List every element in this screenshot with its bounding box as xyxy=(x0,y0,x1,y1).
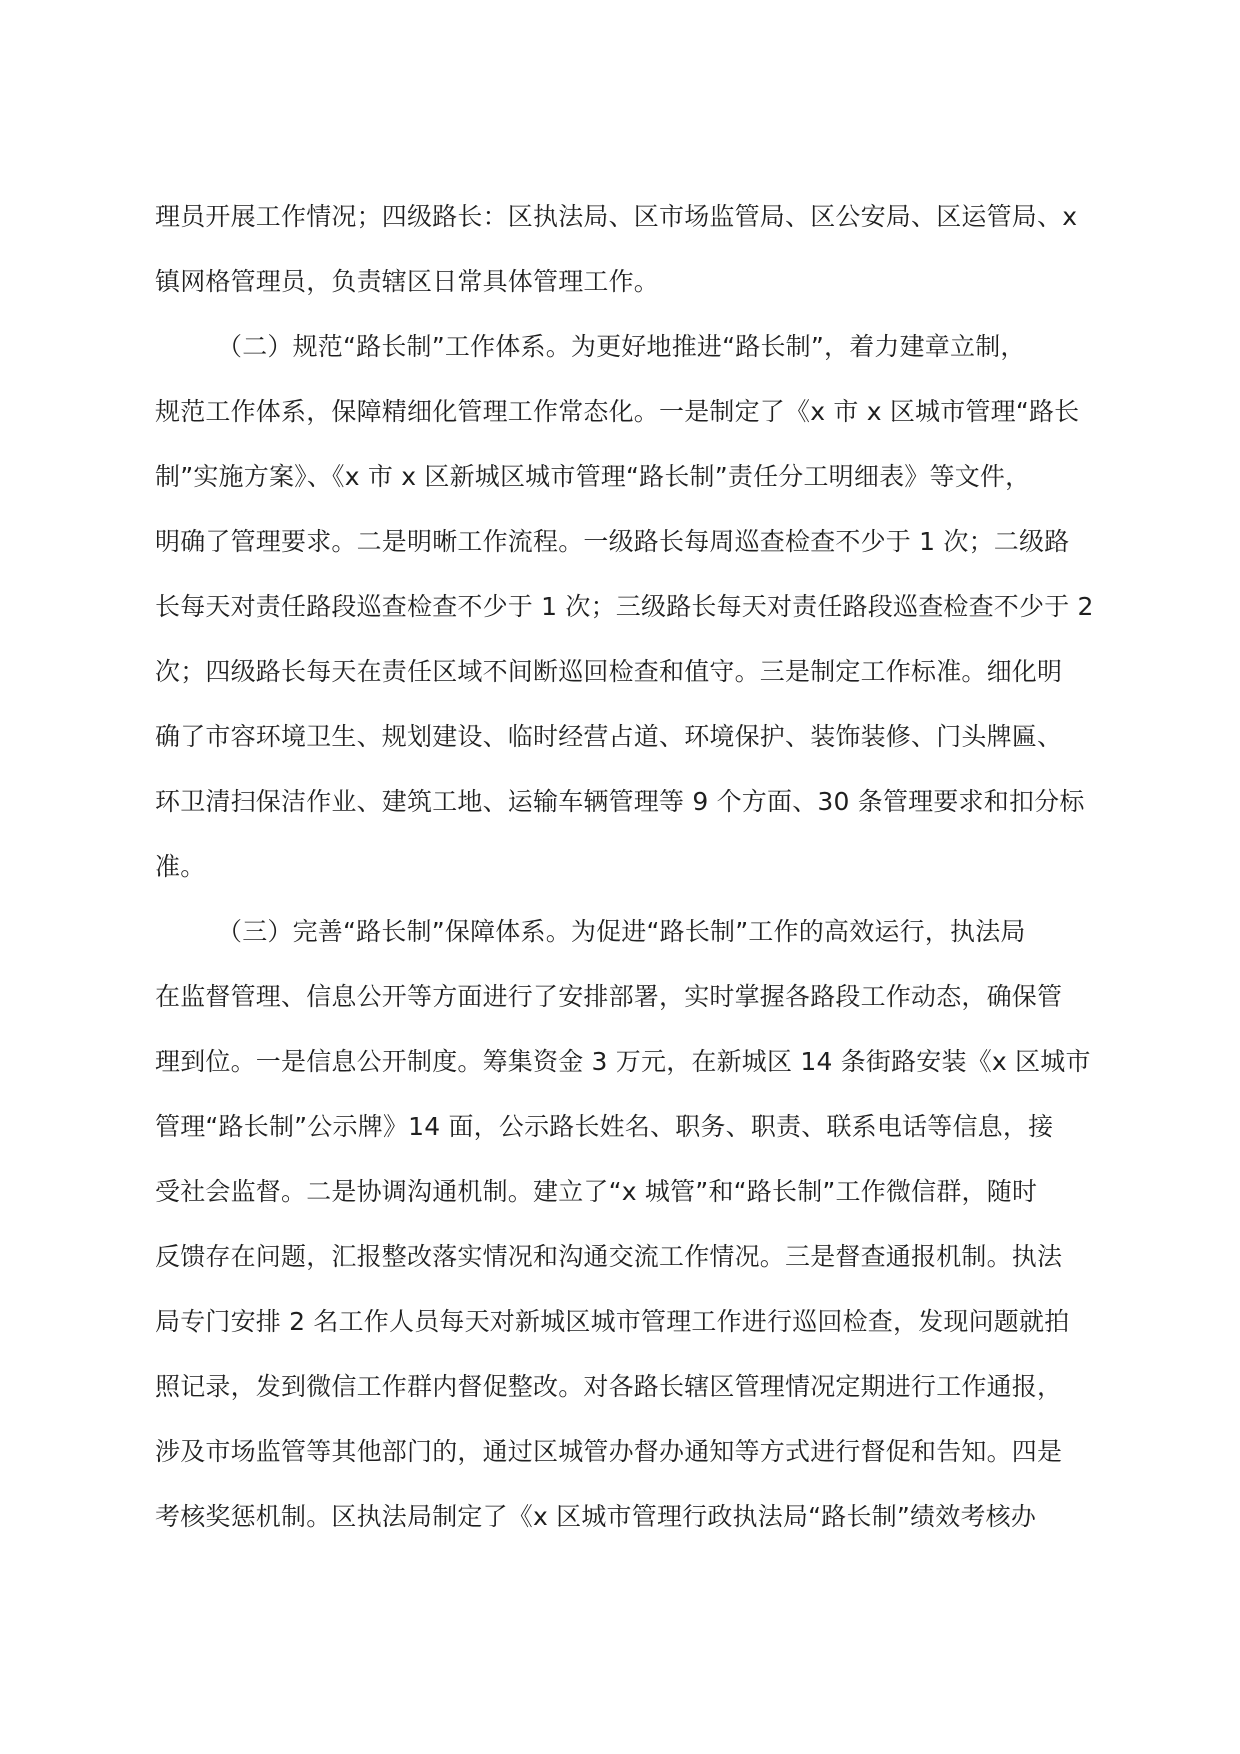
paragraph-heading-3: （三）完善“路长制”保障体系。为促进“路长制”工作的高效运行，执法局 xyxy=(217,917,1026,946)
text-line: 照记录，发到微信工作群内督促整改。对各路长辖区管理情况定期进行工作通报， xyxy=(155,1372,1063,1401)
text-line: 确了市容环境卫生、规划建设、临时经营占道、环境保护、装饰装修、门头牌匾、 xyxy=(155,722,1063,751)
text-line: 在监督管理、信息公开等方面进行了安排部署，实时掌握各路段工作动态，确保管 xyxy=(155,982,1063,1011)
text-line: 局专门安排 2 名工作人员每天对新城区城市管理工作进行巡回检查，发现问题就拍 xyxy=(155,1307,1070,1336)
text-line: 规范工作体系，保障精细化管理工作常态化。一是制定了《x 市 x 区城市管理“路长 xyxy=(155,397,1080,426)
text-line: 镇网格管理员，负责辖区日常具体管理工作。 xyxy=(155,267,660,296)
document-body xyxy=(155,194,1094,1559)
text-line: 理员开展工作情况；四级路长：区执法局、区市场监管局、区公安局、区运管局、x xyxy=(155,202,1078,231)
text-line: 环卫清扫保洁作业、建筑工地、运输车辆管理等 9 个方面、30 条管理要求和扣分标 xyxy=(155,787,1085,816)
text-line: 明确了管理要求。二是明晰工作流程。一级路长每周巡查检查不少于 1 次；二级路 xyxy=(155,527,1070,556)
paragraph-heading-2: （二）规范“路长制”工作体系。为更好地推进“路长制”，着力建章立制， xyxy=(217,332,1026,361)
text-line: 长每天对责任路段巡查检查不少于 1 次；三级路长每天对责任路段巡查检查不少于 2 xyxy=(155,592,1094,621)
text-line: 次；四级路长每天在责任区域不间断巡回检查和值守。三是制定工作标准。细化明 xyxy=(155,657,1063,686)
text-line: 管理“路长制”公示牌》14 面，公示路长姓名、职务、职责、联系电话等信息，接 xyxy=(155,1112,1054,1141)
text-line: 涉及市场监管等其他部门的，通过区城管办督办通知等方式进行督促和告知。四是 xyxy=(155,1437,1063,1466)
text-line: 制”实施方案》、《x 市 x 区新城区城市管理“路长制”责任分工明细表》等文件， xyxy=(155,462,1031,491)
text-line: 反馈存在问题，汇报整改落实情况和沟通交流工作情况。三是督查通报机制。执法 xyxy=(155,1242,1063,1271)
text-line: 考核奖惩机制。区执法局制定了《x 区城市管理行政执法局“路长制”绩效考核办 xyxy=(155,1502,1037,1531)
text-line: 受社会监督。二是协调沟通机制。建立了“x 城管”和“路长制”工作微信群，随时 xyxy=(155,1177,1038,1206)
text-line: 理到位。一是信息公开制度。筹集资金 3 万元，在新城区 14 条街路安装《x 区城市 xyxy=(155,1047,1091,1076)
text-line: 准。 xyxy=(155,852,206,881)
